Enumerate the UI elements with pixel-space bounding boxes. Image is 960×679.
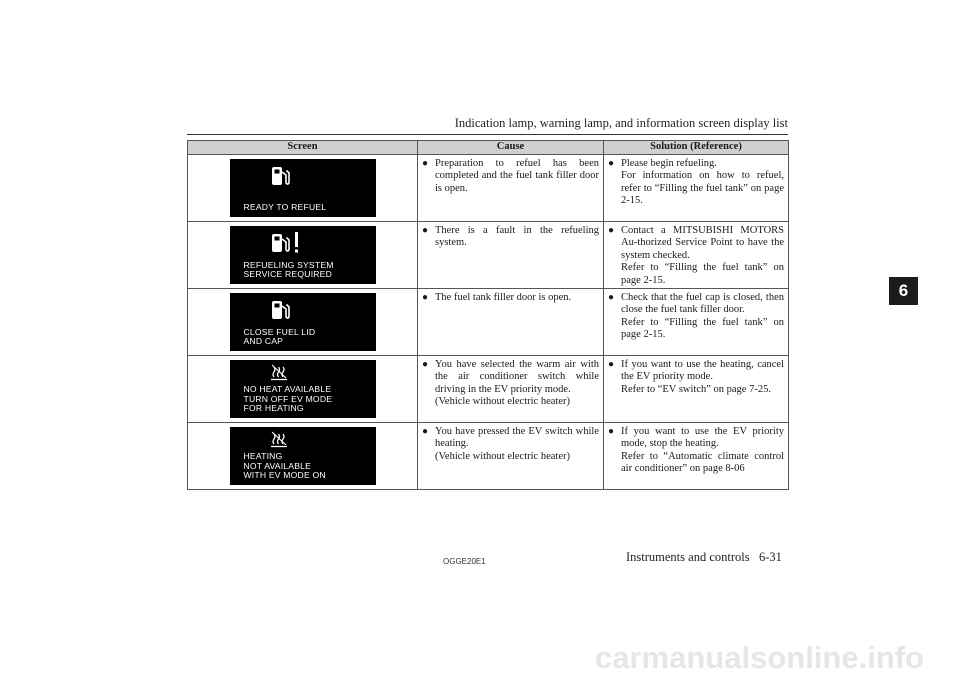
footer-section: Instruments and controls <box>626 550 750 564</box>
cause-text: Preparation to refuel has been completed and the fuel tank filler door is open. <box>435 158 599 194</box>
bullet-dot: ● <box>608 225 615 236</box>
solution-cell <box>604 222 789 289</box>
table-row <box>188 423 789 490</box>
cause-text: You have selected the warm air with the air conditioner switch while driving in the EV priority mode. (Vehicle without electric heater) <box>435 359 599 408</box>
solution-text: Contact a MITSUBISHI MOTORS Au-thorized Service Point to have the system checked. Refer to “Filling the fuel tank” on page 2-15. <box>621 225 784 286</box>
display-screen <box>230 293 376 351</box>
cause-text: The fuel tank filler door is open. <box>435 292 572 303</box>
bullet-dot: ● <box>422 225 429 236</box>
footer-page-number: 6-31 <box>759 550 782 564</box>
bullet-dot: ● <box>608 292 615 303</box>
cause-text: There is a fault in the refueling system. <box>435 225 599 249</box>
solution-text: Check that the fuel cap is closed, then close the fuel tank filler door. Refer to “Filling the fuel tank” on page 2-15. <box>621 292 784 341</box>
solution-cell <box>604 155 789 222</box>
bullet-dot: ● <box>422 426 429 437</box>
solution-text: If you want to use the heating, cancel the EV priority mode. Refer to “EV switch” on page 7-25. <box>621 359 784 395</box>
bullet-dot: ● <box>608 359 615 370</box>
heater-off-icon <box>270 364 288 385</box>
table-row <box>188 222 789 289</box>
screen-cell <box>188 289 418 356</box>
bullet-dot: ● <box>422 158 429 169</box>
screen-cell <box>188 222 418 289</box>
display-screen <box>230 427 376 485</box>
footer-code: OGGE20E1 <box>443 557 486 566</box>
cause-cell <box>418 423 604 490</box>
screen-message: REFUELING SYSTEM SERVICE REQUIRED <box>243 259 334 279</box>
screen-message: NO HEAT AVAILABLE TURN OFF EV MODE FOR HEATING <box>243 384 333 413</box>
cause-cell <box>418 356 604 423</box>
cause-cell <box>418 289 604 356</box>
screen-message: READY TO REFUEL <box>243 201 327 212</box>
heater-off-icon <box>270 431 288 452</box>
bullet-dot: ● <box>422 359 429 370</box>
cause-text: You have pressed the EV switch while heating. (Vehicle without electric heater) <box>435 426 599 462</box>
solution-cell <box>604 423 789 490</box>
column-header-cause: Cause <box>418 141 604 155</box>
display-list-table <box>187 140 789 490</box>
header-rule <box>187 134 788 135</box>
cause-cell <box>418 155 604 222</box>
column-header-screen: Screen <box>188 141 418 155</box>
fuel-pump-icon <box>270 298 292 325</box>
screen-message: HEATING NOT AVAILABLE WITH EV MODE ON <box>243 451 326 480</box>
fuel-pump-warning-icon <box>270 231 302 258</box>
display-screen <box>230 360 376 418</box>
display-screen <box>230 226 376 284</box>
watermark: carmanualsonline.info <box>595 640 925 675</box>
bullet-dot: ● <box>608 158 615 169</box>
screen-message: CLOSE FUEL LID AND CAP <box>243 326 316 346</box>
screen-cell <box>188 155 418 222</box>
column-header-solution: Solution (Reference) <box>604 141 789 155</box>
fuel-pump-icon <box>270 164 292 191</box>
solution-text: If you want to use the EV priority mode, stop the heating. Refer to “Automatic climate control air conditioner” on page 8-06 <box>621 426 784 475</box>
table-header-row <box>188 141 789 155</box>
display-screen <box>230 159 376 217</box>
table-row <box>188 356 789 423</box>
chapter-tab[interactable]: 6 <box>889 277 918 305</box>
screen-cell <box>188 423 418 490</box>
cause-cell <box>418 222 604 289</box>
solution-cell <box>604 356 789 423</box>
page-header-title: Indication lamp, warning lamp, and information screen display list <box>454 116 788 130</box>
table-row <box>188 155 789 222</box>
table-row <box>188 289 789 356</box>
solution-text: Please begin refueling. For information on how to refuel, refer to “Filling the fuel tank” on page 2-15. <box>621 158 784 207</box>
screen-cell <box>188 356 418 423</box>
bullet-dot: ● <box>422 292 429 303</box>
solution-cell <box>604 289 789 356</box>
bullet-dot: ● <box>608 426 615 437</box>
